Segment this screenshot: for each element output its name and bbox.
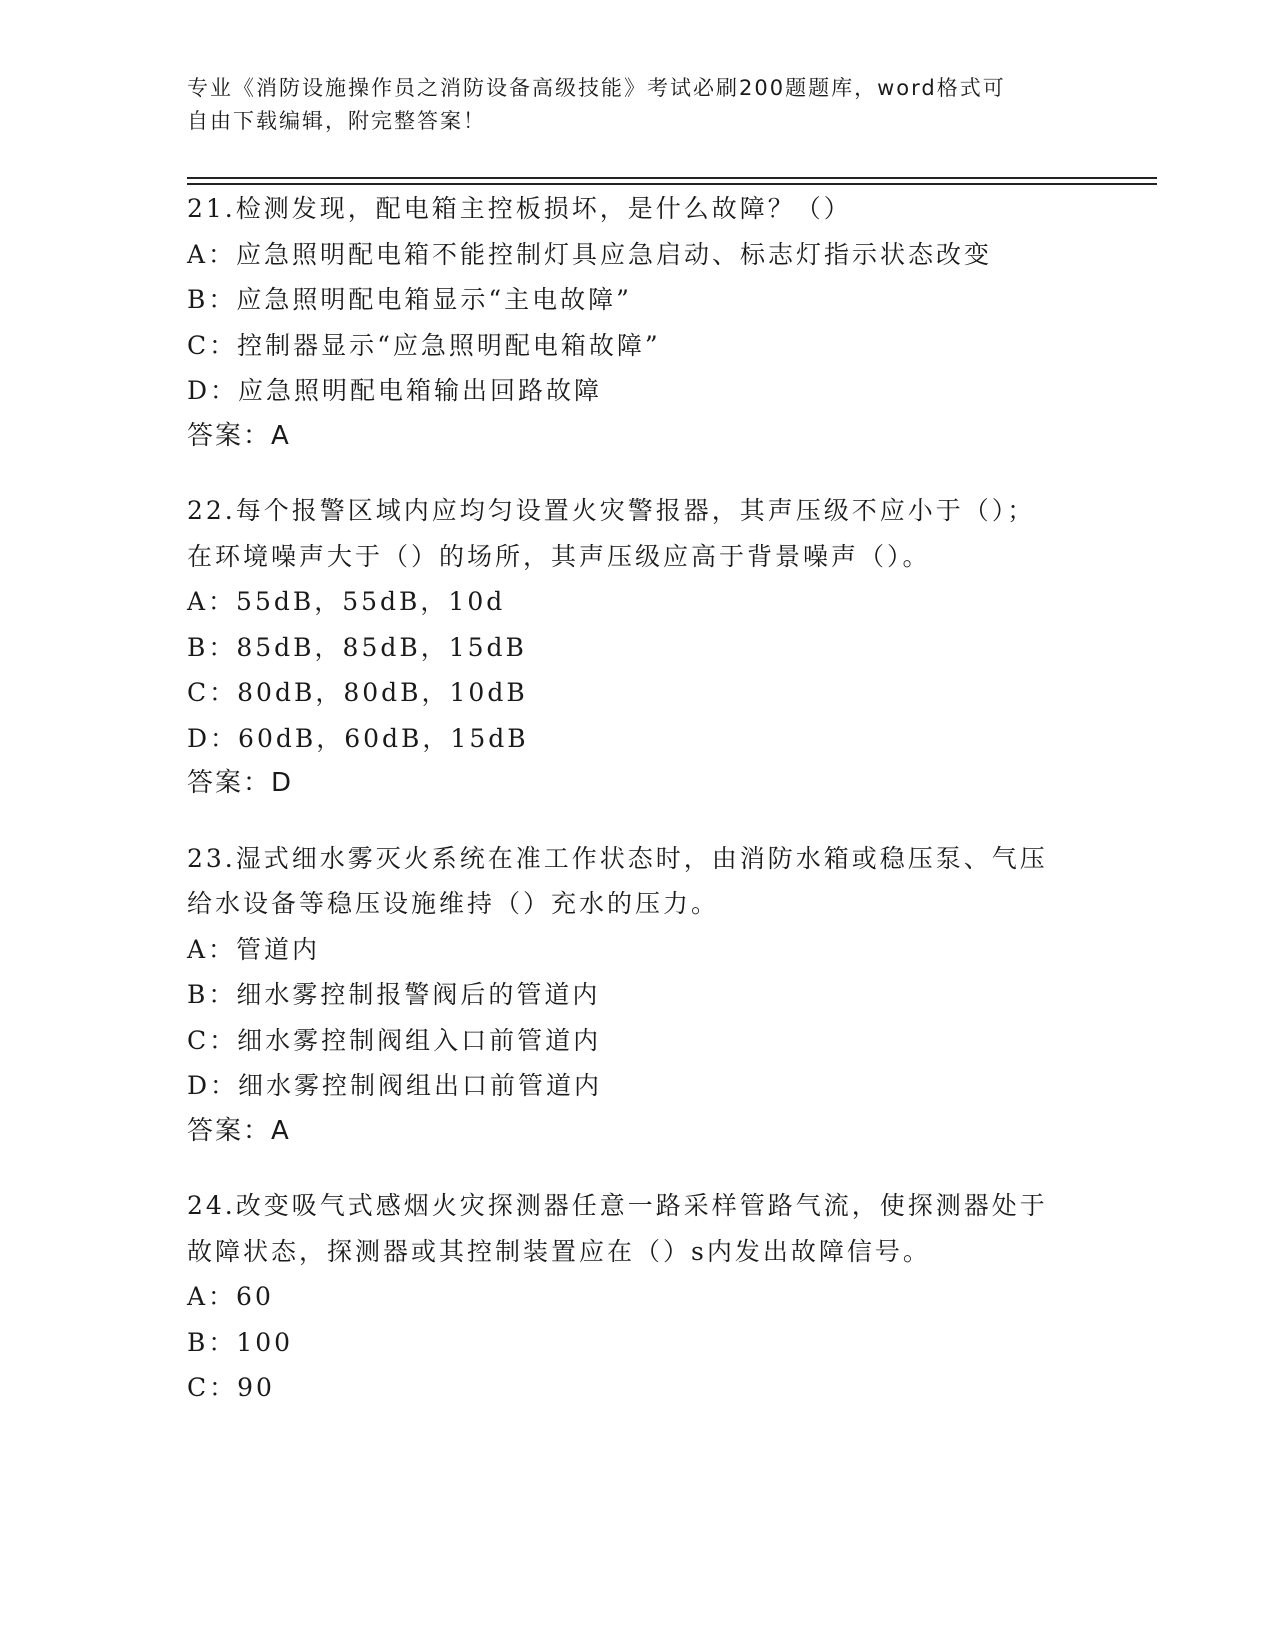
header-line-1: 专业《消防设施操作员之消防设备高级技能》考试必刷200题题库，word格式可 [187,76,1006,100]
question-22 [187,488,1087,807]
answer: 答案：A [187,1115,291,1146]
question-stem-cont: 故障状态，探测器或其控制装置应在（）s内发出故障信号。 [187,1236,931,1266]
question-21 [187,186,1087,459]
question-stem: 21.检测发现，配电箱主控板损坏，是什么故障？（） [187,194,852,223]
question-stem-cont: 给水设备等稳压设施维持（）充水的压力。 [187,889,720,918]
option-c: C：控制器显示“应急照明配电箱故障” [187,330,661,360]
question-stem: 23.湿式细水雾灭火系统在准工作状态时，由消防水箱或稳压泵、气压 [187,843,1048,873]
question-23 [187,836,1087,1155]
option-d: D：应急照明配电箱输出回路故障 [187,376,603,405]
option-c: C：细水雾控制阀组入口前管道内 [187,1025,602,1055]
divider-rule-bottom [187,183,1157,185]
answer: 答案：A [187,420,291,451]
option-b: B：85dB，85dB，15dB [187,632,527,662]
option-a: A：管道内 [187,934,321,964]
question-stem: 24.改变吸气式感烟火灾探测器任意一路采样管路气流，使探测器处于 [187,1191,1048,1220]
header-line-2: 自由下载编辑，附完整答案！ [187,109,486,133]
answer: 答案：D [187,768,294,798]
option-a: A：60 [187,1282,274,1311]
question-stem: 22.每个报警区域内应均匀设置火灾警报器，其声压级不应小于（）； [187,496,1036,525]
question-list [187,186,1087,1440]
option-a: A：应急照明配电箱不能控制灯具应急启动、标志灯指示状态改变 [187,239,993,269]
option-a: A：55dB，55dB，10d [187,587,506,616]
option-d: D：细水雾控制阀组出口前管道内 [187,1071,603,1100]
divider-rule-top [187,177,1157,179]
document-header [187,72,1087,138]
option-b: B：应急照明配电箱显示“主电故障” [187,285,632,314]
question-stem-cont: 在环境噪声大于（）的场所，其声压级应高于背景噪声（）。 [187,541,931,571]
option-c: C：80dB，80dB，10dB [187,678,528,707]
option-b: B：细水雾控制报警阀后的管道内 [187,980,601,1009]
option-b: B：100 [187,1327,294,1357]
option-d: D：60dB，60dB，15dB [187,723,529,753]
option-c: C：90 [187,1373,275,1402]
question-24 [187,1183,1087,1411]
